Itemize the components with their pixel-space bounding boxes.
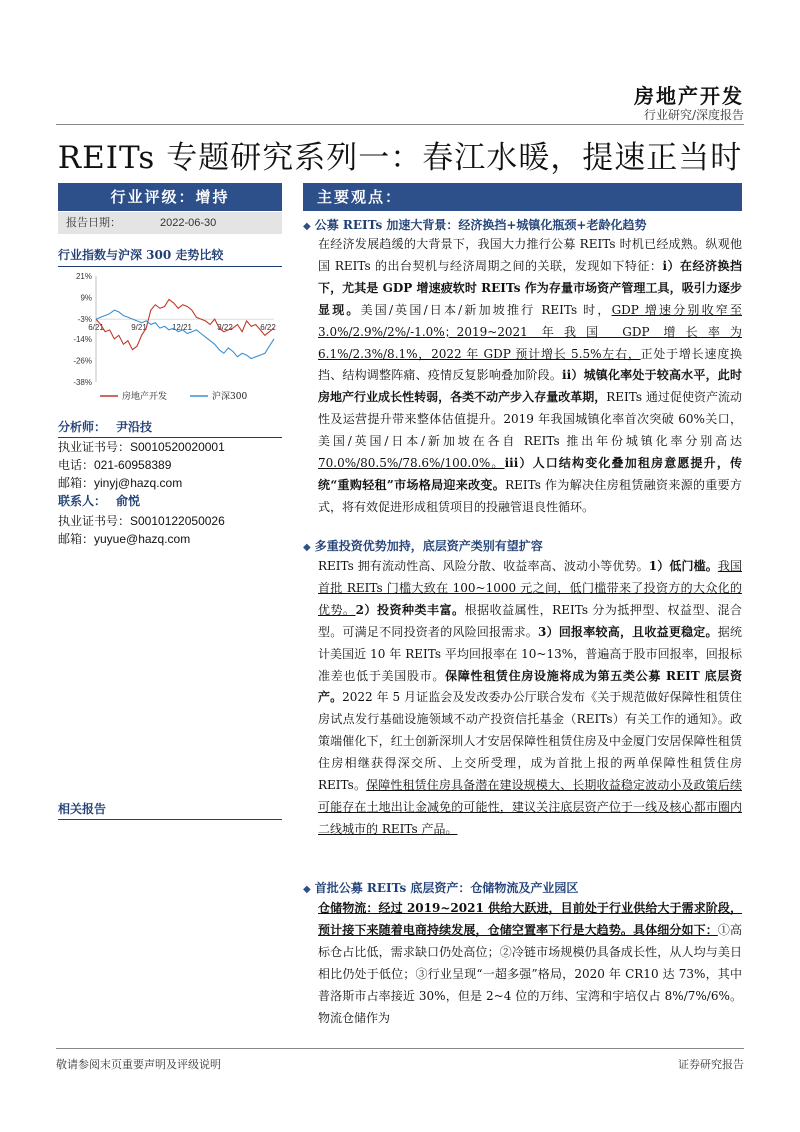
y-tick-label: -38% [73, 378, 92, 387]
x-tick-label: 12/21 [171, 323, 193, 333]
report-title: REITs 专题研究系列一：春江水暖，提速正当时 [57, 140, 743, 176]
chart-title: 行业指数与沪深 300 走势比较 [58, 246, 282, 267]
footer-report-label: 证券研究报告 [678, 1058, 744, 1071]
p2-e: 根据收益属性，REITs 分为抵押型、权益型、混合型。可满足不同投资者的风险回报需求。 [318, 602, 742, 639]
p1-i: iii）人口结构变化叠加租房意愿提升，传统“重购轻租”市场格局迎来改变。 [318, 456, 742, 492]
p1-e: 正处于增长速度换挡、结构调整阵痛、疫情反复影响叠加阶段。 [318, 346, 742, 383]
bullet-1-text: 公募 REITs 加速大背景：经济换挡+城镇化瓶颈+老龄化趋势 [314, 218, 647, 232]
related-reports-heading: 相关报告 [58, 800, 282, 820]
analyst-heading [58, 418, 282, 438]
p2-d: 2）投资种类丰富。 [355, 602, 465, 617]
x-tick-label: 9/21 [131, 323, 147, 333]
legend-label-0: 房地产开发 [122, 392, 168, 402]
p3-b: ①高标仓占比低，需求缺口仍处高位；②冷链市场规模仍具备成长性，从人均与美日相比仍处于低位；③行业呈现“一超多强”格局，2020 年 CR10 达 73%，其中普洛斯市占率接近 30%，但是 2~4 位的万纬、宝湾和宇培仅占 8%/7%/6%。物流仓储作为 [318, 922, 742, 1025]
p2-i: 2022 年 5 月证监会及发改委办公厅联合发布《关于规范做好保障性租赁住房试点发行基础设施领域不动产投资信托基金（REITs）有关工作的通知》。政策端催化下，红土创新深圳人才安居保障性租赁住房及中金厦门安居保障性租赁住房相继获得深交所、上交所受理，成为首批上报的两单保障性租赁住房 REITs。 [318, 690, 742, 793]
bullet-2-text: 多重投资优势加持，底层资产类别有望扩容 [314, 539, 543, 553]
paragraph-2 [318, 556, 742, 841]
p1-a: 在经济发展趋缓的大背景下，我国大力推行公募 REITs 时机已经成熟。纵观他国 REITs 的出台契机与经济周期之间的关联，发现如下特征： [318, 237, 742, 273]
bullet-3 [303, 879, 742, 896]
p2-c: 我国首批 REITs 门槛大致在 100~1000 元之间，低门槛带来了投资方的大众化的优势。 [318, 559, 742, 617]
contact-name: 俞悦 [116, 494, 141, 508]
p2-g: 据统计美国近 10 年 REITs 平均回报率在 10~13%，普遍高于股市回报率，回报标准差也低于美国股市。 [318, 624, 742, 683]
p2-j: 保障性租赁住房具备潜在建设规模大、长期收益稳定波动小及政策后续可能存在土地出让金减免的可能性，建议关注底层资产位于一线及核心都市圈内二线城市的 REITs 产品。 [318, 778, 742, 836]
y-tick-label: 9% [80, 293, 92, 303]
p2-b: 1）低门槛。 [648, 559, 718, 573]
contact-cert: 执业证书号：S0010122050026 [58, 514, 225, 528]
analyst-email[interactable]: 邮箱：yinyj@hazq.com [58, 476, 183, 490]
legend-label-1: 沪深300 [212, 392, 248, 402]
p1-c: 美国/英国/日本/新加坡推行 REITs 时， [360, 302, 612, 317]
index-comparison-chart [58, 268, 282, 414]
analyst-cert: 执业证书号：S0010520020001 [58, 440, 225, 454]
diamond-bullet-icon: ◆ [303, 542, 311, 553]
footer-disclaimer: 敬请参阅末页重要声明及评级说明 [56, 1058, 221, 1071]
series-line-1 [96, 310, 274, 359]
bullet-3-text: 首批公募 REITs 底层资产：仓储物流及产业园区 [314, 881, 579, 895]
y-tick-label: -26% [73, 356, 92, 366]
report-date-label: 报告日期： [66, 216, 121, 229]
analyst-name: 尹沿技 [116, 420, 153, 434]
y-tick-label: -3% [77, 315, 92, 325]
sector-label: 房地产开发 [634, 84, 744, 108]
p3-a: 仓储物流：经过 2019~2021 供给大跃进，目前处于行业供给大于需求阶段，预计接下来随着电商持续发展，仓储空置率下行是大趋势。具体细分如下： [318, 901, 742, 937]
bullet-1 [303, 216, 742, 233]
bullet-2 [303, 537, 742, 554]
p1-j: REITs 作为解决住房租赁融资来源的重要方式，将有效促进形成租赁项目的投融管退良性循环。 [318, 477, 743, 514]
chart-x-ticks [88, 323, 276, 332]
contact-heading [58, 492, 282, 509]
p2-a: REITs 拥有流动性高、风险分散、收益率高、波动小等优势。 [318, 559, 649, 573]
y-tick-label: -14% [73, 334, 92, 344]
main-points-heading: 主要观点： [303, 183, 742, 211]
diamond-bullet-icon: ◆ [303, 221, 311, 232]
paragraph-3 [318, 898, 742, 1029]
header-divider [56, 124, 744, 125]
p1-b: i）在经济换挡下，尤其是 GDP 增速疲软时 REITs 作为存量市场资产管理工具，吸引力逐步显现。 [318, 258, 742, 317]
analyst-phone: 电话：021-60958389 [58, 458, 172, 472]
p1-d: GDP 增速分别收窄至 3.0%/2.9%/2%/-1.0%；2019~2021 年我国 GDP 增长率为 6.1%/2.3%/8.1%，2022 年 GDP 预计增长 5.5%左右， [318, 302, 742, 361]
p2-h: 保障性租赁住房设施将成为第五类公募 REIT 底层资产。 [318, 668, 742, 705]
paragraph-1 [318, 234, 742, 519]
x-tick-label: 6/21 [88, 323, 104, 333]
p1-h: 70.0%/80.5%/78.6%/100.0%。 [318, 456, 505, 471]
report-type: 行业研究/深度报告 [643, 108, 744, 122]
x-tick-label: 3/22 [217, 323, 233, 333]
y-tick-label: 21% [75, 272, 92, 281]
contact-label: 联系人： [58, 494, 107, 508]
contact-email[interactable]: 邮箱：yuyue@hazq.com [58, 532, 191, 546]
report-date [58, 212, 282, 234]
p1-f: ii）城镇化率处于较高水平，此时房地产行业成长性转弱，各类不动产步入存量改革期， [318, 368, 742, 405]
chart-legend [100, 390, 247, 402]
analyst-label: 分析师： [58, 420, 107, 434]
report-date-value: 2022-06-30 [160, 217, 217, 229]
p2-f: 3）回报率较高，且收益更稳定。 [538, 624, 718, 639]
industry-rating: 行业评级：增持 [58, 183, 282, 211]
x-tick-label: 6/22 [260, 323, 276, 333]
p1-g: REITs 通过促使资产流动性及运营提升带来整体估值提升。2019 年我国城镇化率首次突破 60%关口，美国/英国/日本/新加坡在各自 REITs 推出年份城镇化率分别高达 [318, 390, 742, 449]
diamond-bullet-icon: ◆ [303, 884, 311, 895]
footer-divider [56, 1048, 744, 1049]
